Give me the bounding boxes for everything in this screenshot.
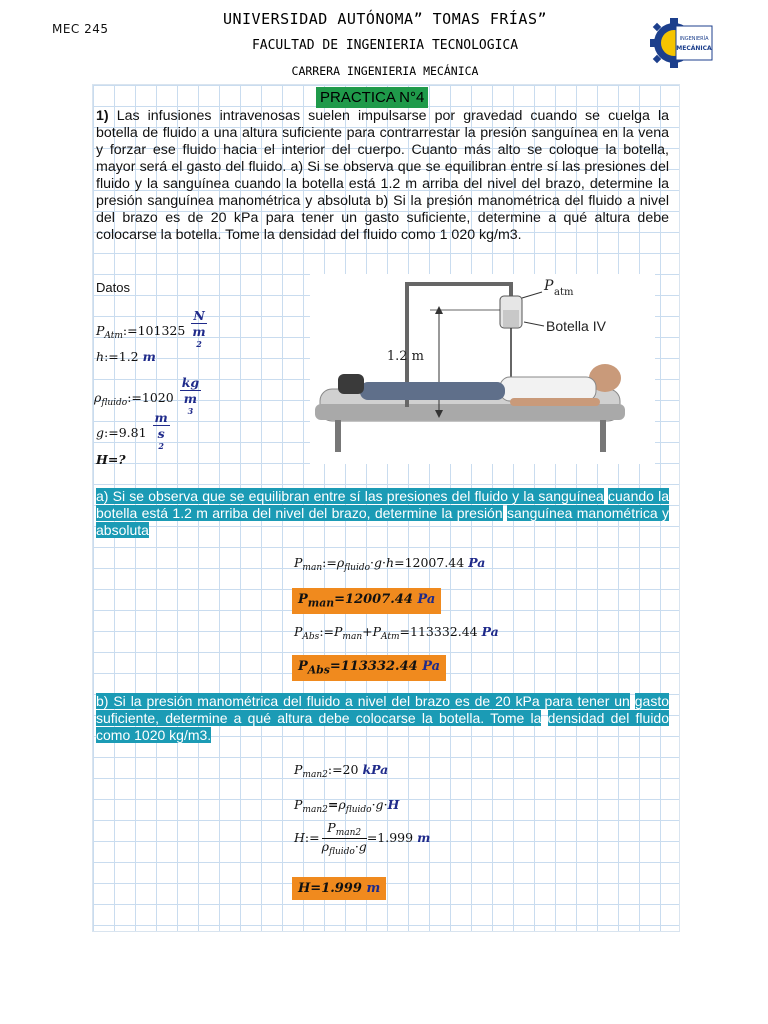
bottle-label: Botella IV: [546, 318, 606, 334]
eq-pman2: $P_{man2}:=20$ kPa: [294, 762, 389, 780]
datum-g: g:=9.81 m s $^2$: [96, 410, 168, 451]
logo-text-1: INGENIERÍA: [679, 36, 709, 42]
logo-text-2: MECÁNICA: [676, 45, 712, 52]
datum-h: h:=1.2 m: [96, 349, 156, 364]
datum-H: H=?: [96, 452, 126, 467]
faculty-title: FACULTAD DE INGENIERIA TECNOLOGICA: [251, 38, 519, 53]
result-pabs: $P_{Abs}=113332.44$ Pa: [292, 655, 446, 681]
height-label: 1.2 m: [386, 349, 424, 364]
patm-label: P: [544, 278, 554, 294]
career-title: CARRERA INGENIERIA MECÁNICA: [291, 64, 479, 78]
eq-H: H:= $\frac{P_{man2}}{\rho_{fluido}\cdot g}$ =1.999 m: [294, 820, 431, 857]
result-H: H=1.999 m: [292, 877, 386, 900]
eq-pman: $P_{man}:=\rho_{fluido}\cdot g\cdot h=12007.44$ Pa: [294, 555, 486, 573]
practice-title: PRACTICA N°4: [316, 87, 428, 108]
datum-patm: $P_{Atm}:=101325$ N m $^2$: [96, 308, 206, 349]
university-title: UNIVERSIDAD AUTÓNOMA” TOMAS FRÍAS”: [222, 10, 548, 28]
problem-text: Las infusiones intravenosas suelen impulsarse por gravedad cuando se cuelga la botella de fluido a una altura suficiente para contrarrestar la presión sanguínea en la vena y forzar ese fluido hacia el interior del cuerpo. Cuanto más alto se coloque la botella, mayor será el gasto del fluido. a) Si se observa que se equilibran entre sí las presiones del fluido y la sanguínea cuando la botella está 1.2 m arriba del nivel del brazo, determine la presión sanguínea manométrica y absoluta b) Si la presión manométrica del fluido a nivel del brazo es de 20 kPa para tener un gasto suficiente, determine a qué altura debe colocarse la botella. Tome la densidad del fluido como 1 020 kg/m3.: [96, 108, 669, 243]
problem-number: 1): [96, 108, 109, 124]
datos-label: Datos: [96, 280, 130, 295]
faculty-logo: [650, 12, 714, 74]
course-code: MEC 245: [52, 22, 109, 36]
iv-figure: [310, 274, 655, 464]
patm-sub: atm: [554, 287, 574, 298]
problem-statement: [96, 108, 669, 244]
datum-rho: $\rho_{fluido}:=1020$ kg m $^3$: [94, 375, 200, 416]
part-b-question: b) Si la presión manométrica del fluido a nivel del brazo es de 20 kPa para tener un gasto suficiente, determine a qué altura debe colocarse la botella. Tome la densidad del fluido como 1020 kg/m3.: [96, 693, 670, 743]
eq-pabs: $P_{Abs}:=P_{man}+P_{Atm}=113332.44$ Pa: [294, 624, 499, 642]
result-pman: $P_{man}=12007.44$ Pa: [292, 588, 441, 614]
part-a-question: a) Si se observa que se equilibran entre sí las presiones del fluido y la sanguínea cuando la botella está 1.2 m arriba del nivel del brazo, determine la presión sanguínea manométrica y absoluta: [96, 488, 670, 538]
eq-pman2-relation: $P_{man2}=\rho_{fluido}\cdot g\cdot H$: [294, 797, 400, 815]
